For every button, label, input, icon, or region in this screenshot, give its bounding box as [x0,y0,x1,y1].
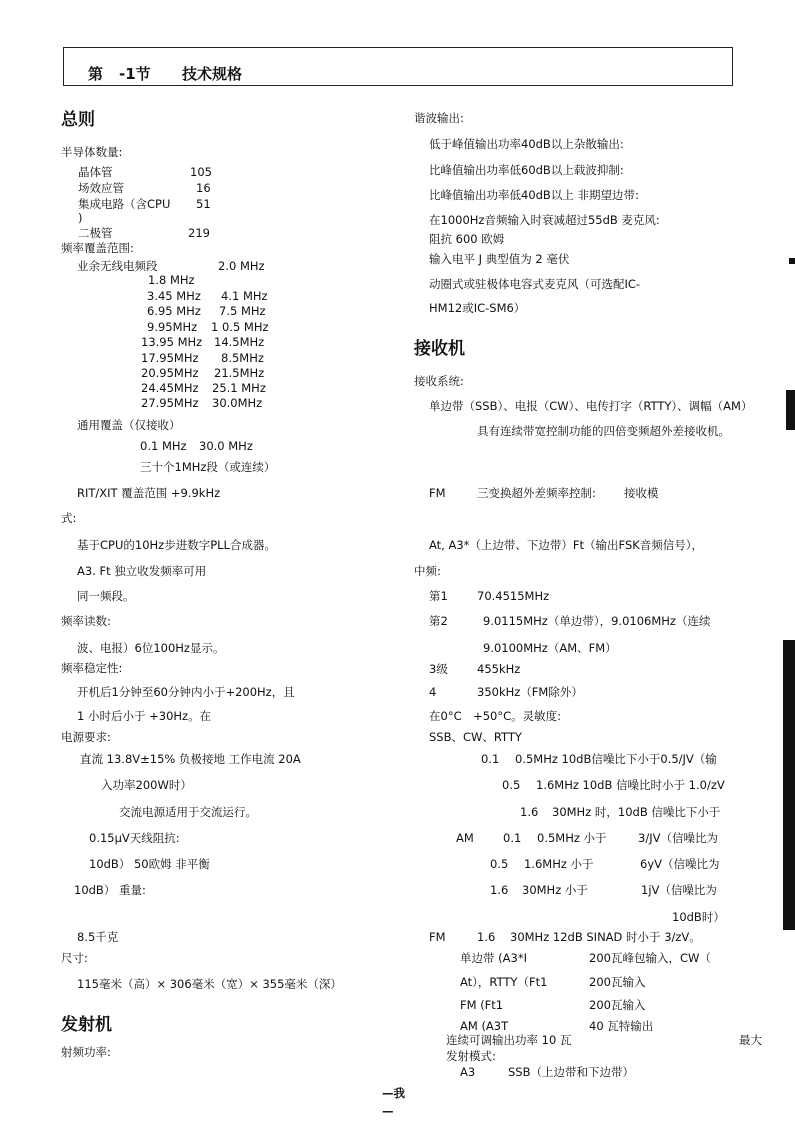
band-from: 6.95 MHz [147,304,201,318]
am-3-value: 1jV（信噪比为 [641,883,717,897]
if-label: 中频: [414,564,441,578]
band-from: 24.45MHz [141,381,199,395]
general-coverage: 通用覆盖（仅接收） [77,418,181,432]
power-input: 入功率200W时） [101,778,192,792]
mic-line-3: 输入电平 J 典型值为 2 毫伏 [429,252,570,266]
ssb-2-from: 0.5 [502,778,521,792]
semi-name: 二极管 [78,226,113,240]
fm-sens-from: 1.6 [477,930,496,944]
pwr-at-value: 200瓦输入 [589,975,646,989]
band-to: 25.1 MHz [212,381,266,395]
band-from: 13.95 MHz [141,335,203,349]
scan-edge-artifact [786,390,795,430]
am-2-value: 6yV（信噪比为 [640,857,720,871]
harmonic-label: 谐波输出: [414,111,464,125]
if-4-label: 4 [429,685,437,699]
stability-2: 1 小时后小于 +30Hz。在 [77,709,212,723]
semi-count: 51 [196,197,211,211]
section-number: -1节 [119,65,151,83]
semi-count: 219 [188,226,210,240]
freq-coverage-label: 频率覆盖范围: [61,241,134,255]
band-from: 9.95MHz [147,320,198,334]
fm-sens-spec: 30MHz 12dB SINAD 时小于 3/zV。 [510,930,701,944]
band-to: 30.0MHz [212,396,263,410]
ssb-cw-rtty-label: SSB、CW、RTTY [429,730,522,744]
dims-value: 115毫米（高）× 306毫米（宽）× 355毫米（深） [77,977,342,991]
pwr-fm-value: 200瓦输入 [589,998,646,1012]
semi-name: ) [78,211,83,225]
ssb-3-from: 1.6 [520,805,539,819]
am-label: AM [456,831,474,845]
rx-system-label: 接收系统: [414,374,464,388]
band-from: 17.95MHz [141,351,199,365]
semi-count: 16 [196,181,211,195]
mode-label: 式: [61,511,77,525]
pwr-continuous: 连续可调输出功率 10 瓦 [446,1033,572,1047]
band-to: 7.5 MHz [219,304,266,318]
pwr-am-value: 40 瓦特输出 [589,1019,654,1033]
band-from: 1.8 MHz [148,273,195,287]
am-2-spec: 1.6MHz 小于 [524,857,594,871]
gc-range-to: 30.0 MHz [199,439,253,453]
am-2-from: 0.5 [490,857,509,871]
chapter-label: 第 [88,65,104,83]
semi-name: 场效应管 [78,181,124,195]
band-from: 3.45 MHz [147,289,201,303]
pwr-max: 最大 [739,1033,762,1047]
if-2b-value: 9.0100MHz（AM、FM） [483,641,617,655]
power-label: 电源要求: [61,730,111,744]
pwr-fm-mode: FM (Ft1 [460,998,504,1012]
pll-synth: 基于CPU的10Hz步进数字PLL合成器。 [77,538,276,552]
emission-ssb: SSB（上边带和下边带） [508,1065,634,1079]
carrier-suppression: 比峰值输出功率低60dB以上载波抑制: [429,163,624,177]
dims-label: 尺寸: [61,951,88,965]
band-from: 27.95MHz [141,396,199,410]
rf-power-label: 射频功率: [61,1045,111,1059]
section-title-box [63,47,733,86]
am-1-from: 0.1 [503,831,522,845]
rx-modes-2: 具有连续带宽控制功能的四倍变频超外差接收机。 [477,424,730,438]
if-3-label: 3级 [429,662,448,676]
weight-label: 10dB） 重量: [74,883,146,897]
am-3-from: 1.6 [490,883,509,897]
rx-modes: 单边带（SSB）、电报（CW）、电传打字（RTTY）、调幅（AM） [429,399,753,413]
semiconductors-label: 半导体数量: [61,145,123,159]
band-to: 1 0.5 MHz [211,320,269,334]
mic-line-5: HM12或IC-SM6） [429,301,526,315]
ssb-1-spec: 0.5MHz 10dB信噪比下小于0.5/JV（输 [515,752,717,766]
if-1-value: 70.4515MHz [477,589,550,603]
band-to: 21.5MHz [214,366,265,380]
semi-count: 105 [190,165,212,179]
rit-range: RIT/XIT 覆盖范围 +9.9kHz [77,486,221,500]
pwr-ssb-mode: 单边带 (A3*I [460,951,527,965]
stability-label: 频率稳定性: [61,661,123,675]
am-3-spec: 30MHz 小于 [522,883,588,897]
readout-label: 频率读数: [61,614,111,628]
antenna-impedance-label: 0.15μV天线阻抗: [89,831,180,845]
mic-line-4: 动圈式或驻极体电容式麦克风（可选配IC- [429,277,641,291]
ssb-1-from: 0.1 [481,752,500,766]
power-ac: 交流电源适用于交流运行。 [119,805,257,819]
am-tail: 10dB时） [672,910,725,924]
impedance-value: 10dB） 50欧姆 非平衡 [89,857,210,871]
if-3-value: 455kHz [477,662,521,676]
band-to: 4.1 MHz [221,289,268,303]
transmitter-heading: 发射机 [61,1015,112,1035]
power-dc: 直流 13.8V±15% 负极接地 工作电流 20A [80,752,301,766]
readout: 波、电报）6位100Hz显示。 [77,641,225,655]
semi-name: 集成电路（含CPU [78,197,171,211]
same-band: 同一频段。 [77,589,135,603]
pwr-am-mode: AM (A3T [460,1019,509,1033]
if-2-value: 9.0115MHz（单边带），9.0106MHz（连续 [483,614,711,628]
if-1-label: 第1 [429,589,448,603]
gc-bands: 三十个1MHz段（或连续） [140,460,276,474]
am-1-value: 3/JV（信噪比为 [638,831,718,845]
gc-range-from: 0.1 MHz [140,439,187,453]
sensitivity-label: 在0°C +50°C。灵敏度: [429,709,562,723]
if-4-value: 350kHz（FM除外） [477,685,583,699]
weight-value: 8.5千克 [77,930,119,944]
if-2-label: 第2 [429,614,448,628]
semi-name: 晶体管 [78,165,113,179]
split-freq: A3. Ft 独立收发频率可用 [77,564,207,578]
general-heading: 总则 [61,110,95,130]
pwr-at-mode: At），RTTY（Ft1 [460,975,548,989]
emission-a3: A3 [460,1065,476,1079]
scan-edge-artifact [789,258,795,264]
receiver-heading: 接收机 [414,339,465,359]
section-title: 技术规格 [182,65,243,83]
spurious-output: 低于峰值输出功率40dB以上杂散输出: [429,137,624,151]
fm-sens-label: FM [429,930,446,944]
page-number: —我 [382,1086,405,1100]
fm-desc: 三变换超外差频率控制: [477,486,596,500]
band-to: 14.5MHz [214,335,265,349]
pwr-ssb-value: 200瓦峰包输入，CW（ [589,951,711,965]
page-number-line: — [382,1104,394,1118]
fm-mode: 接收模 [624,486,659,500]
sideband-suppression: 比峰值输出功率低40dB以上 非期望边带: [429,188,639,202]
scan-edge-shadow [783,640,795,930]
stability-1: 开机后1分钟至60分钟内小于+200Hz，且 [77,685,295,699]
ssb-3-spec: 30MHz 时，10dB 信噪比下小于 [552,805,721,819]
band-to: 2.0 MHz [218,259,265,273]
mic-line-2: 阻抗 600 欧姆 [429,232,505,246]
mic-line-1: 在1000Hz音频输入时衰减超过55dB 麦克风: [429,213,660,227]
am-1-spec: 0.5MHz 小于 [537,831,607,845]
ssb-2-spec: 1.6MHz 10dB 信噪比时小于 1.0/zV [536,778,725,792]
emission-label: 发射模式: [446,1049,496,1063]
fm-label: FM [429,486,446,500]
band-to: 8.5MHz [221,351,264,365]
band-from: 20.95MHz [141,366,199,380]
at-line: At, A3*（上边带、下边带）Ft（输出FSK音频信号）， [429,538,704,552]
ham-bands-label: 业余无线电频段 [77,259,158,273]
